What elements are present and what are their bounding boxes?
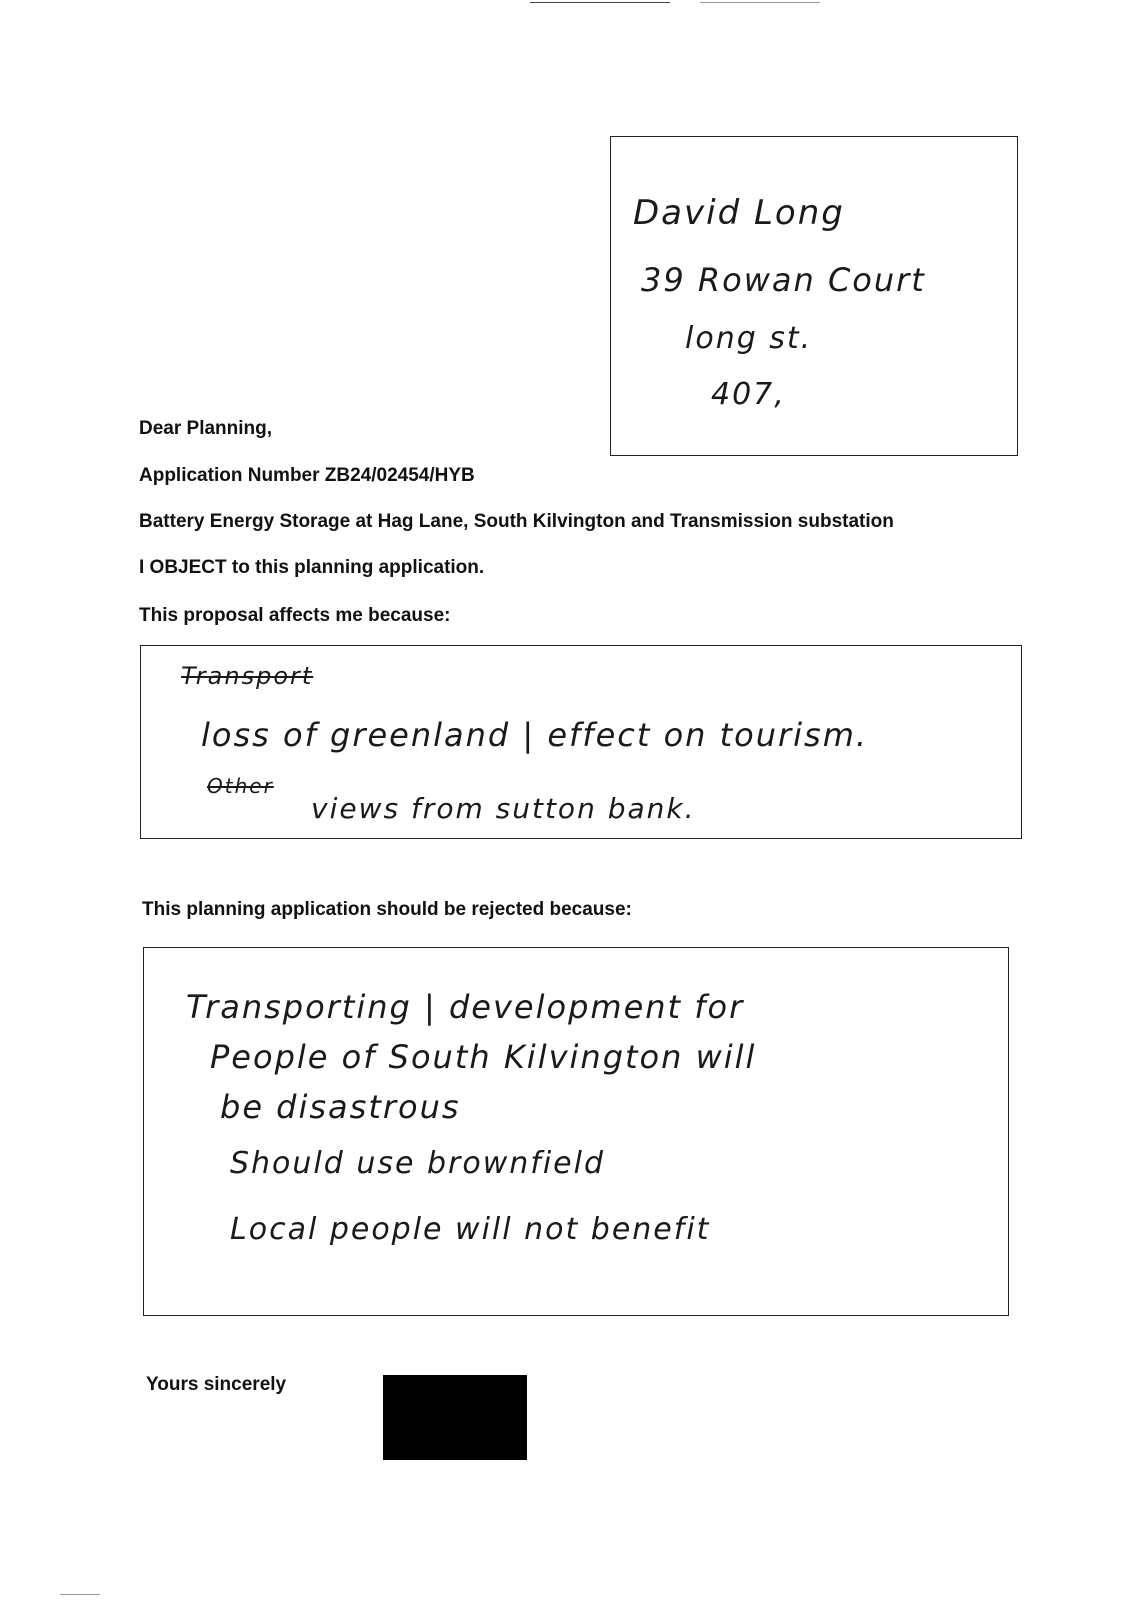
rejected-box [143, 947, 1009, 1316]
affects-struck-other: Other [207, 774, 274, 798]
affects-heading: This proposal affects me because: [139, 605, 451, 626]
address-road: long st. [685, 321, 813, 356]
scan-artifact-bottom [60, 1594, 100, 1595]
scan-artifact-top-2 [700, 2, 820, 3]
objection-statement: I OBJECT to this planning application. [139, 557, 485, 578]
rejected-heading: This planning application should be rejected because: [142, 899, 632, 920]
rejected-line-4: Should use brownfield [230, 1146, 605, 1181]
affects-box [140, 645, 1022, 839]
rejected-line-5: Local people will not benefit [230, 1212, 711, 1247]
redacted-signature [383, 1375, 527, 1460]
address-number: 407, [711, 377, 786, 412]
project-title: Battery Energy Storage at Hag Lane, South Kilvington and Transmission substation [139, 511, 894, 532]
address-box [610, 136, 1018, 456]
rejected-line-1: Transporting | development for [186, 988, 745, 1026]
application-number: Application Number ZB24/02454/HYB [139, 465, 475, 486]
rejected-line-2: People of South Kilvington will [210, 1038, 757, 1076]
affects-struck-transport: Transport [181, 662, 314, 690]
affects-line-2: views from sutton bank. [311, 792, 696, 825]
affects-line-1: loss of greenland | effect on tourism. [201, 716, 869, 754]
scan-artifact-top [530, 2, 670, 3]
salutation: Dear Planning, [139, 418, 273, 439]
address-street: 39 Rowan Court [641, 261, 926, 299]
rejected-line-3: be disastrous [220, 1088, 461, 1126]
closing: Yours sincerely [146, 1374, 287, 1395]
address-name: David Long [633, 193, 845, 233]
